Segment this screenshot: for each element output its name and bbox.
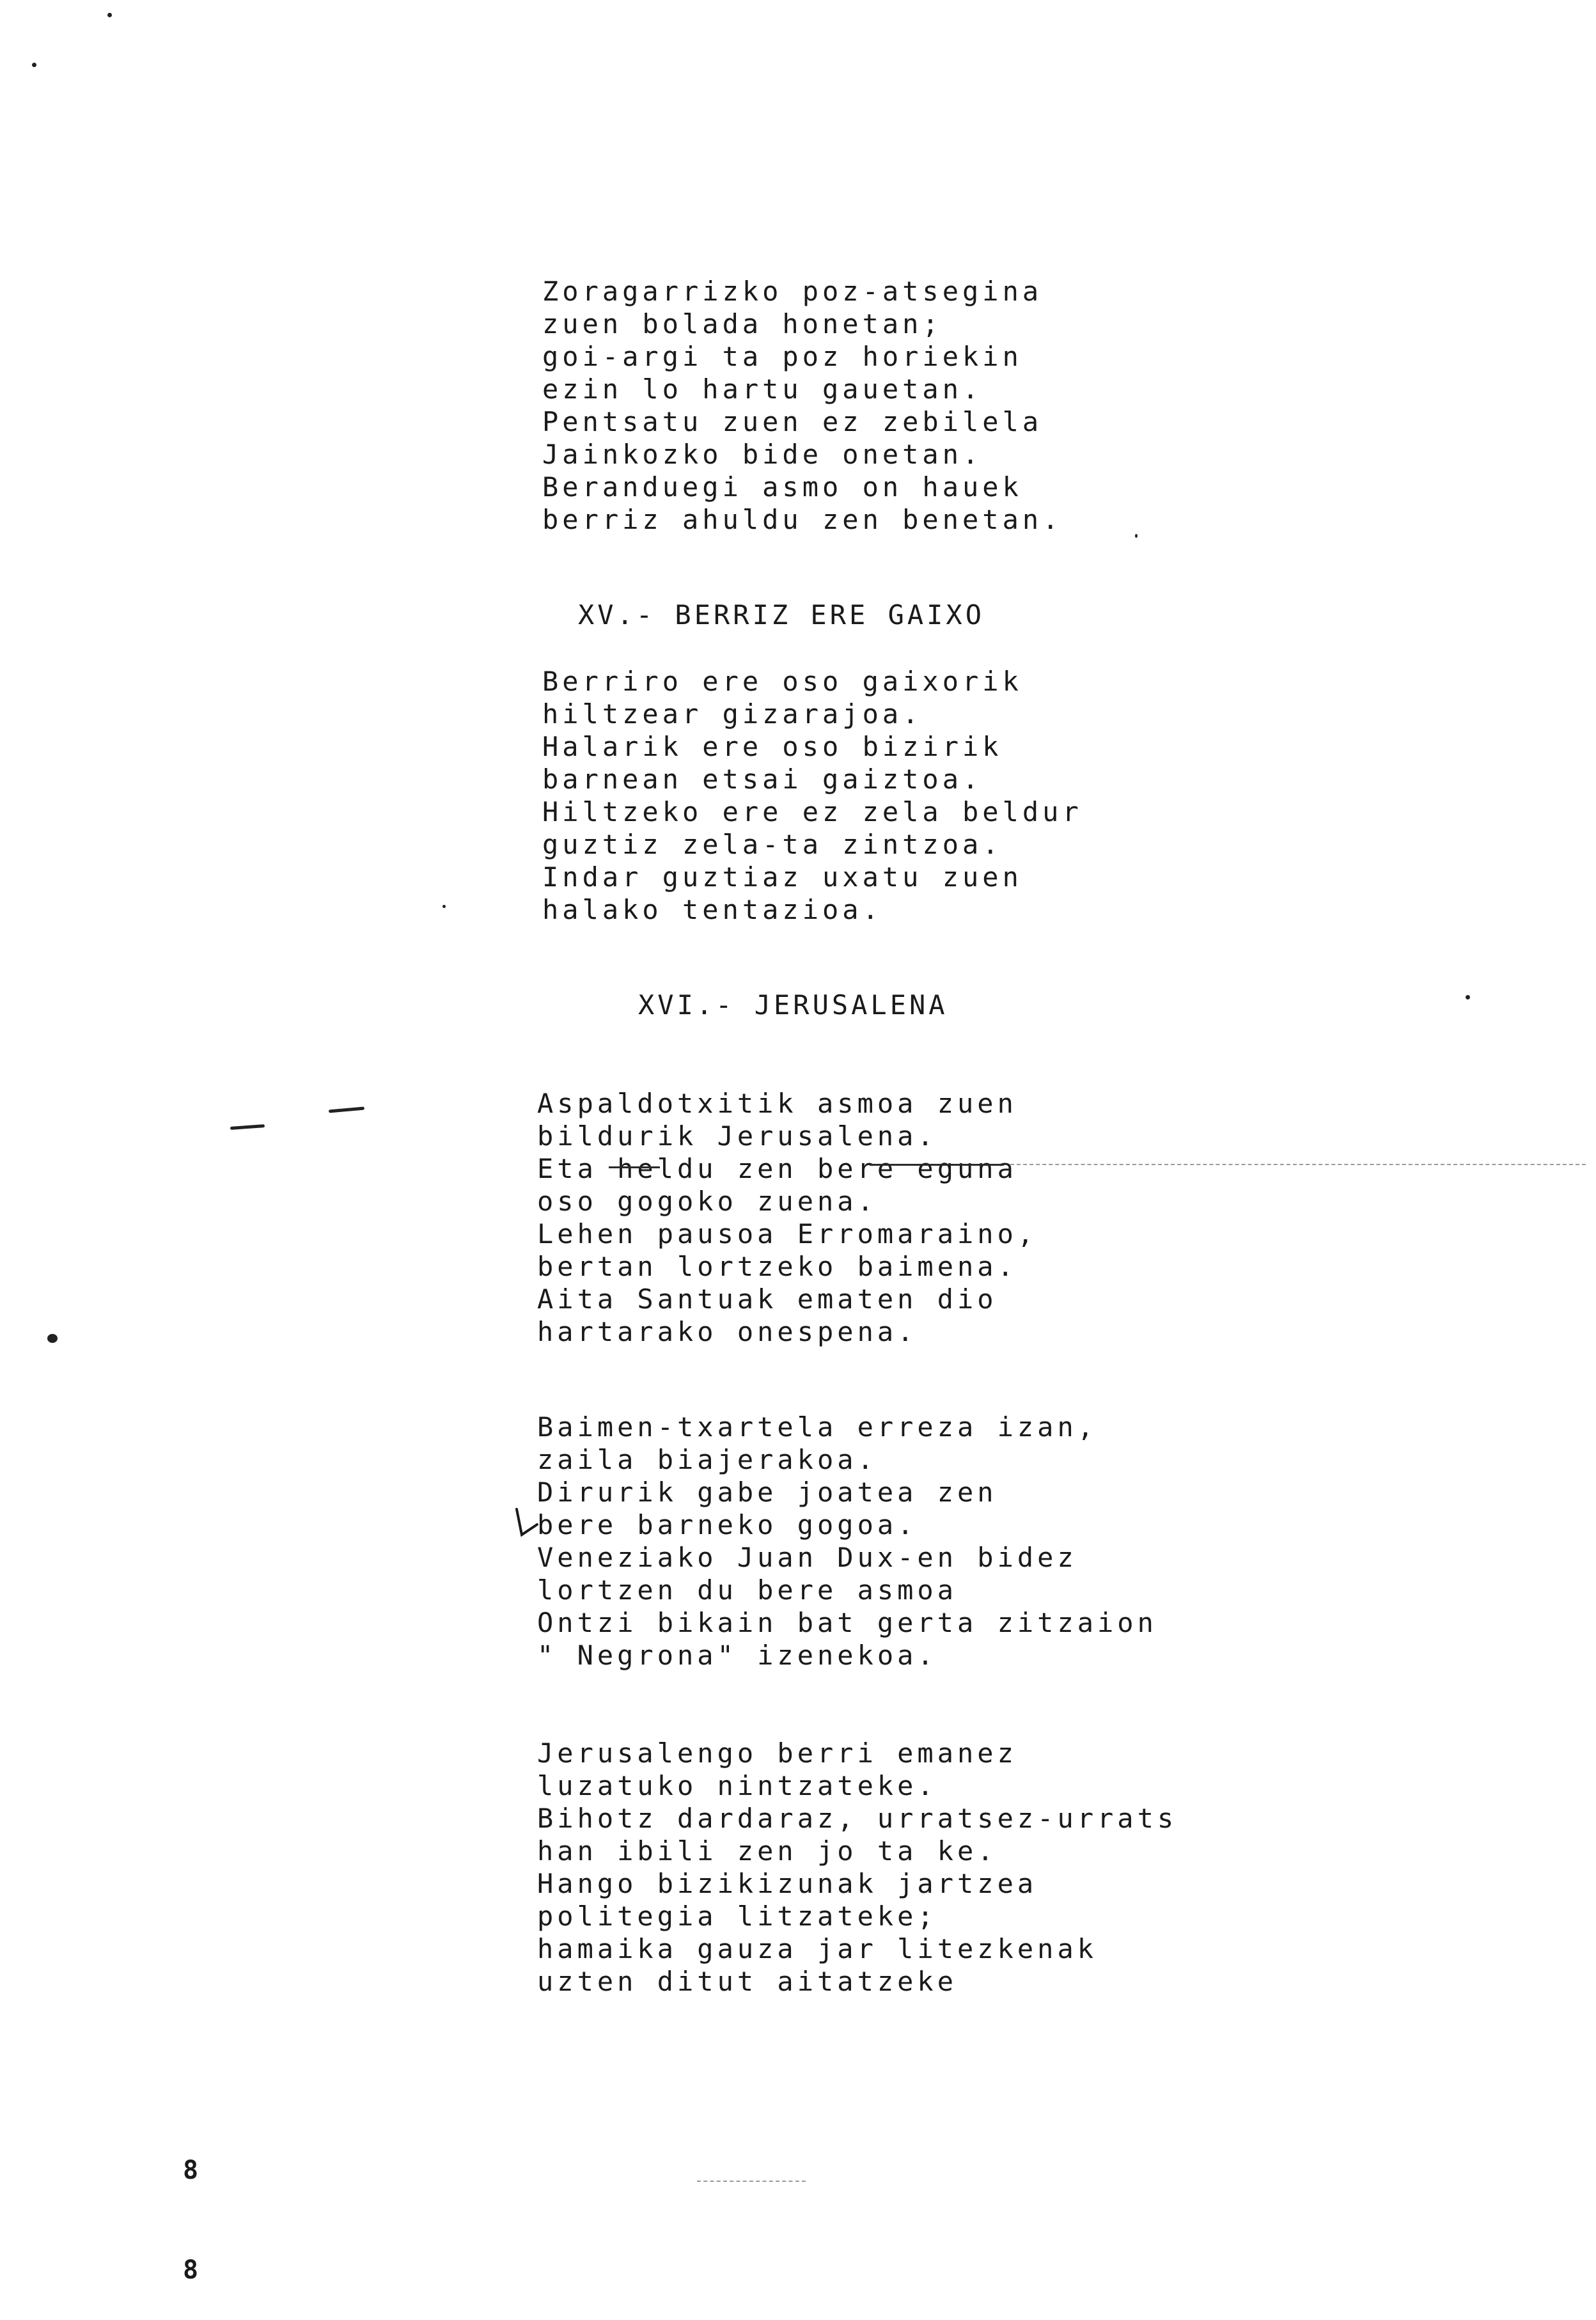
- strike-through-mark: [870, 1164, 1004, 1166]
- page-number-line: 8: [183, 2156, 199, 2185]
- verse-line: politegia litzateke;: [537, 1901, 937, 1932]
- verse-line: Lehen pausoa Erromaraino,: [537, 1218, 1038, 1250]
- verse-line: Berriro ere oso gaixorik: [542, 666, 1022, 697]
- verse-line: " Negrona" izenekoa.: [537, 1640, 937, 1671]
- page-number: [183, 2087, 214, 2320]
- scan-speck: [442, 905, 446, 908]
- verse-line: bere barneko gogoa.: [537, 1509, 918, 1540]
- verse-line: Aita Santuak ematen dio: [537, 1283, 997, 1315]
- verse-line: bildurik Jerusalena.: [537, 1120, 937, 1152]
- stanza-3: [537, 1087, 1037, 1348]
- verse-line: Baimen-txartela erreza izan,: [537, 1411, 1098, 1443]
- scan-speck: [107, 13, 112, 17]
- scan-speck: [32, 63, 36, 67]
- verse-line: Dirurik gabe joatea zen: [537, 1477, 997, 1508]
- strike-through-mark: [609, 1166, 660, 1168]
- verse-line: berriz ahuldu zen benetan.: [542, 504, 1063, 535]
- verse-line: Jainkozko bide onetan.: [542, 439, 983, 470]
- verse-line: Hango bizikizunak jartzea: [537, 1868, 1038, 1899]
- verse-line: hiltzear gizarajoa.: [542, 698, 923, 730]
- verse-line: ezin lo hartu gauetan.: [542, 373, 983, 405]
- verse-line: Zoragarrizko poz-atsegina: [542, 276, 1043, 307]
- section-heading-xvi: XVI.- JERUSALENA: [638, 989, 948, 1021]
- verse-line: Veneziako Juan Dux-en bidez: [537, 1542, 1077, 1573]
- verse-line: Beranduegi asmo on hauek: [542, 471, 1022, 503]
- verse-line: Pentsatu zuen ez zebilela: [542, 406, 1043, 437]
- stanza-2: [542, 665, 1083, 926]
- scan-speck: [1466, 995, 1470, 999]
- scan-faint-rule: [1010, 1164, 1586, 1165]
- verse-line: Eta heldu zen bere eguna: [537, 1153, 1017, 1184]
- verse-line: oso gogoko zuena.: [537, 1186, 877, 1217]
- verse-line: Ontzi bikain bat gerta zitzaion: [537, 1607, 1157, 1638]
- verse-line: halako tentazioa.: [542, 894, 882, 925]
- verse-line: Jerusalengo berri emanez: [537, 1737, 1017, 1769]
- stanza-5: [537, 1737, 1177, 1998]
- verse-line: bertan lortzeko baimena.: [537, 1251, 1017, 1282]
- handwritten-tick-mark: [512, 1507, 540, 1545]
- verse-line: Bihotz dardaraz, urratsez-urrats: [537, 1803, 1178, 1834]
- scan-speck: [47, 1334, 58, 1343]
- scan-faint-rule: [697, 2181, 806, 2182]
- verse-line: uzten ditut aitatzeke: [537, 1966, 958, 1997]
- scan-speck: [1135, 534, 1138, 538]
- section-heading-xv: XV.- BERRIZ ERE GAIXO: [578, 599, 985, 631]
- verse-line: Indar guztiaz uxatu zuen: [542, 861, 1022, 893]
- verse-line: zaila biajerakoa.: [537, 1444, 877, 1475]
- verse-line: zuen bolada honetan;: [542, 308, 943, 340]
- verse-line: lortzen du bere asmoa: [537, 1574, 958, 1606]
- verse-line: han ibili zen jo ta ke.: [537, 1835, 997, 1867]
- stanza-1: [542, 275, 1062, 536]
- verse-line: Hiltzeko ere ez zela beldur: [542, 796, 1083, 827]
- verse-line: Aspaldotxitik asmoa zuen: [537, 1088, 1017, 1119]
- page-number-line: 8: [183, 2255, 199, 2285]
- scan-dash-mark: [329, 1107, 364, 1113]
- verse-line: Halarik ere oso bizirik: [542, 731, 1003, 762]
- verse-line: hartarako onespena.: [537, 1316, 918, 1347]
- verse-line: guztiz zela-ta zintzoa.: [542, 829, 1003, 860]
- verse-line: goi-argi ta poz horiekin: [542, 341, 1022, 372]
- scan-dash-mark: [230, 1124, 265, 1130]
- verse-line: barnean etsai gaiztoa.: [542, 764, 983, 795]
- stanza-4: [537, 1411, 1157, 1672]
- verse-line: luzatuko nintzateke.: [537, 1770, 937, 1801]
- verse-line: hamaika gauza jar litezkenak: [537, 1933, 1098, 1964]
